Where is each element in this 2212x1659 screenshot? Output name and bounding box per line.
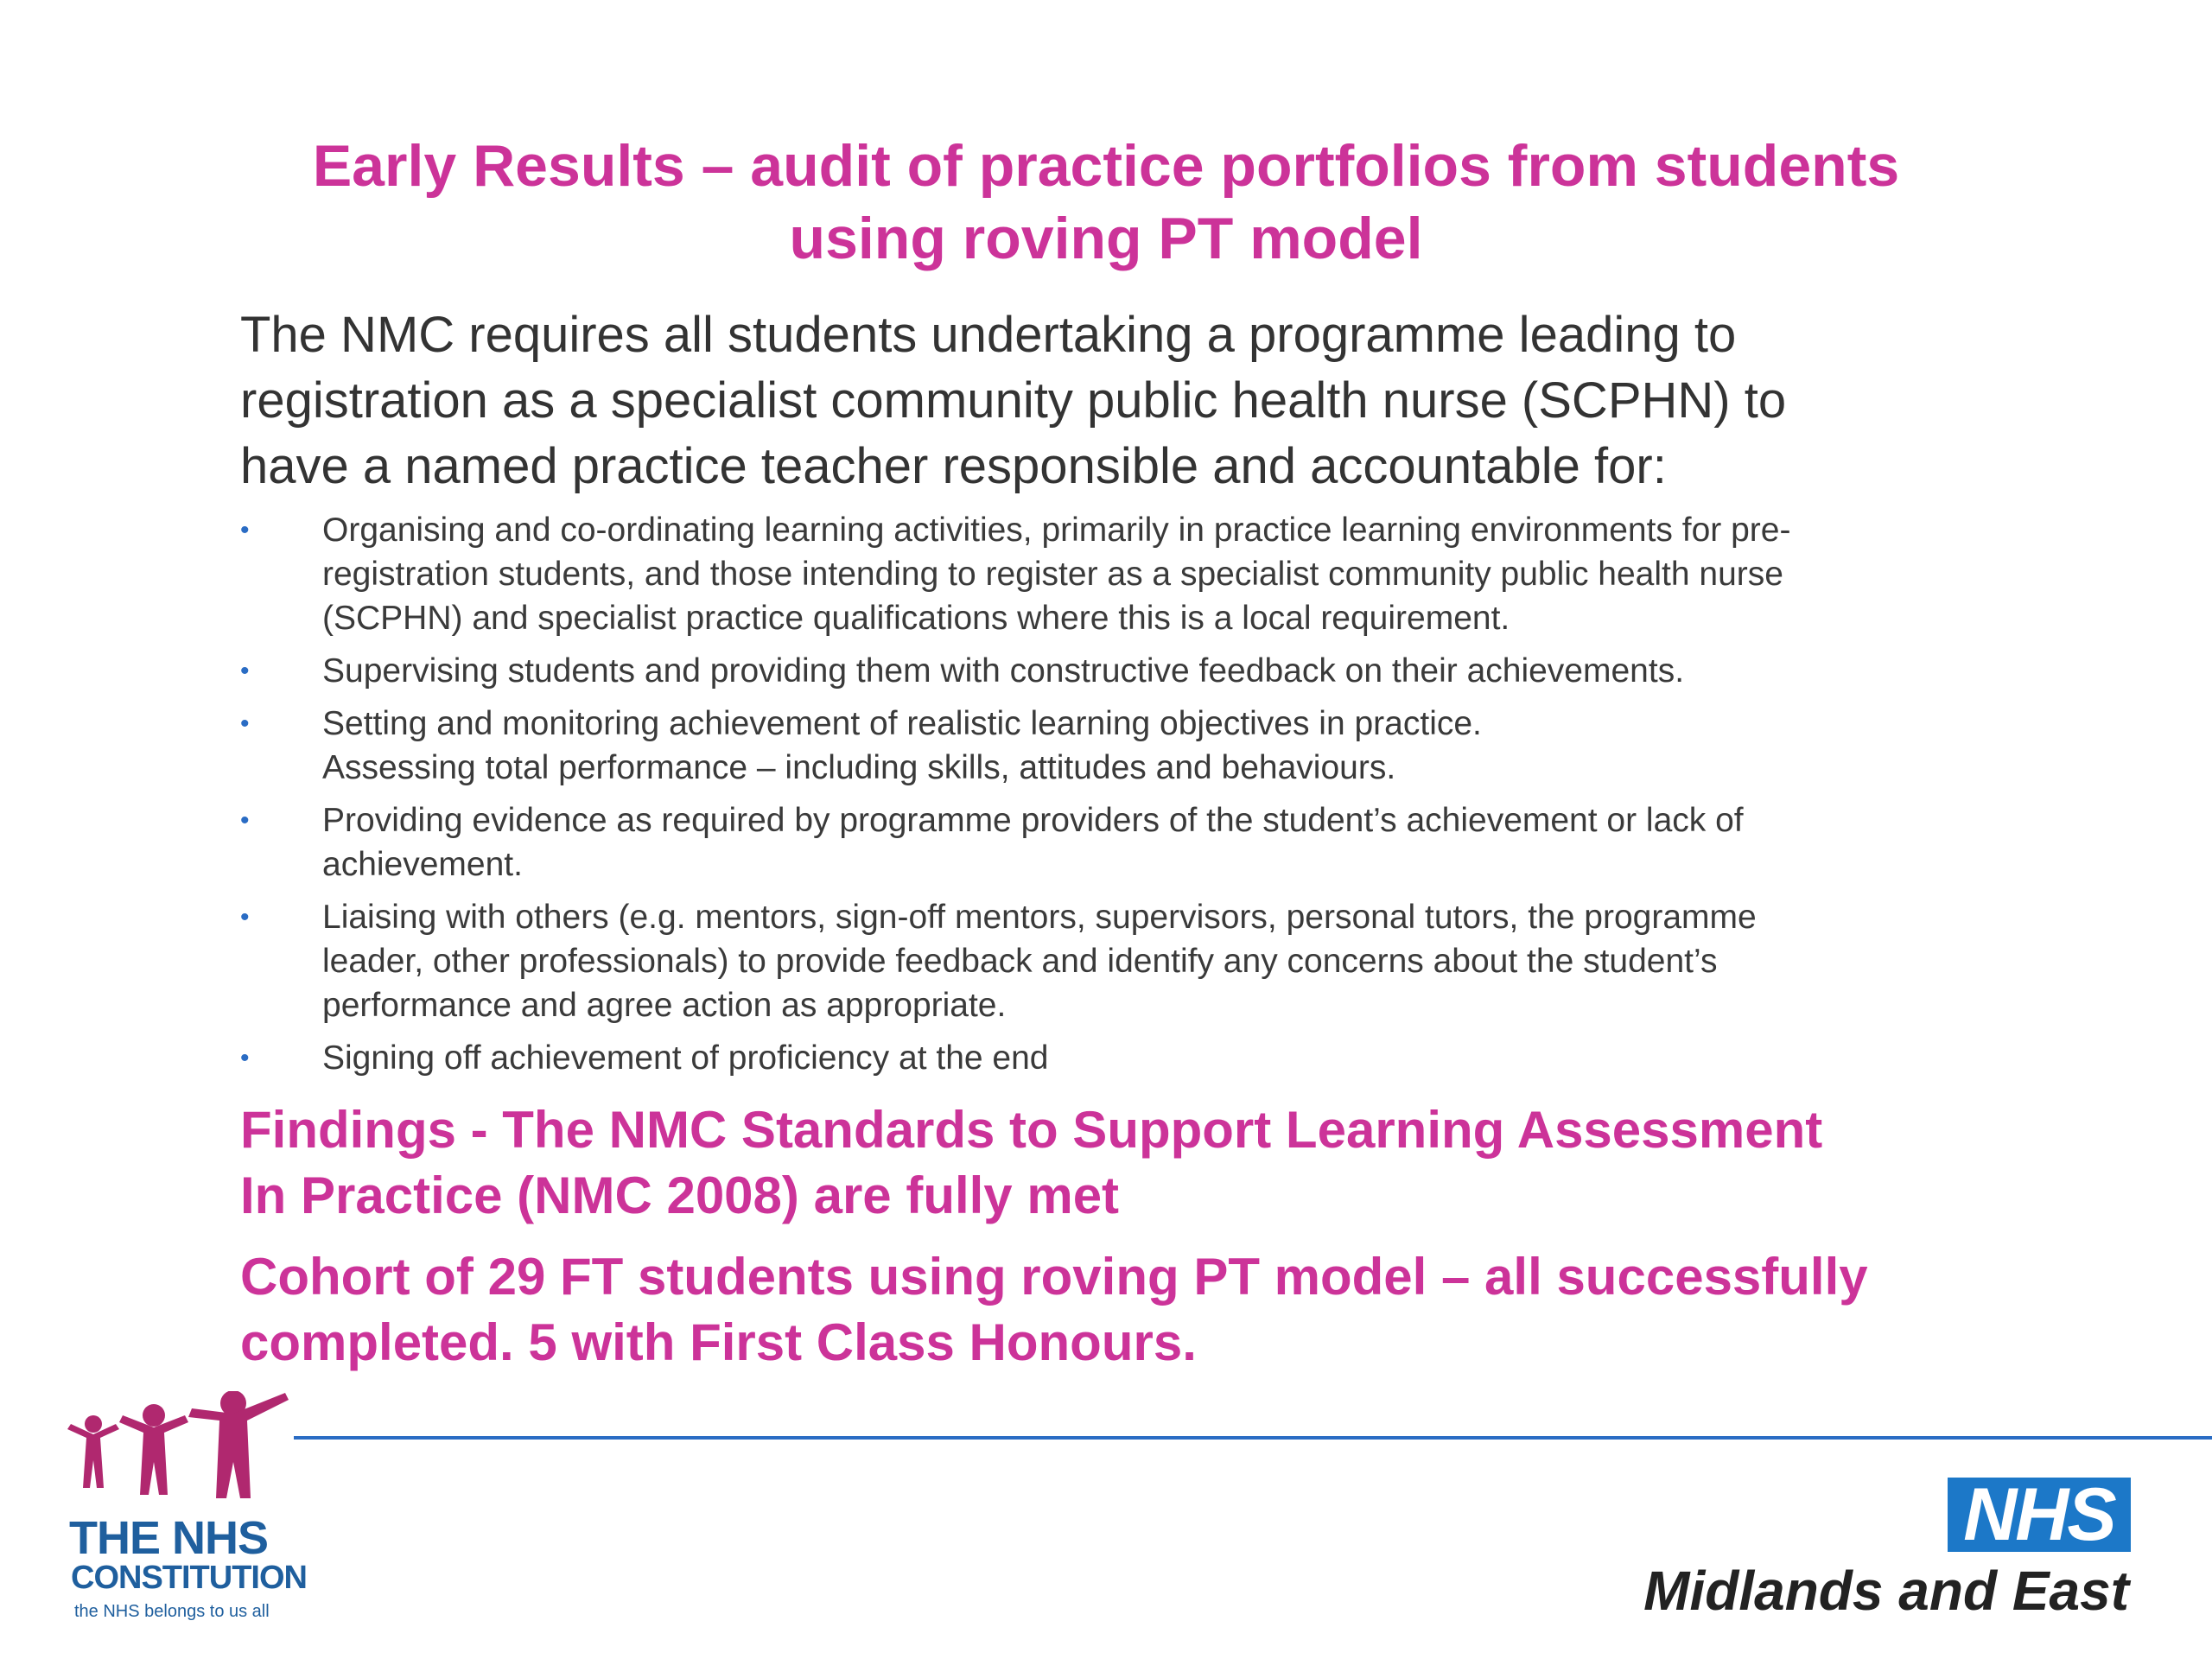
list-item-text: Liaising with others (e.g. mentors, sign-off mentors, supervisors, personal tutors, the programme [322, 899, 1757, 936]
list-item [240, 1036, 1986, 1080]
intro-paragraph [240, 302, 1994, 499]
list-item-text: Assessing total performance – including skills, attitudes and behaviours. [322, 749, 1396, 786]
slide-title [0, 130, 2212, 275]
findings-line: In Practice (NMC 2008) are fully met [240, 1166, 1120, 1224]
list-item-text: performance and agree action as appropriate. [322, 987, 1007, 1024]
list-item [240, 508, 1986, 640]
list-item [240, 649, 1986, 693]
list-item-text: Providing evidence as required by programme providers of the student’s achievement or lack of [322, 802, 1744, 839]
list-item [240, 702, 1986, 790]
list-item-text: Supervising students and providing them with constructive feedback on their achievements. [322, 652, 1685, 690]
findings-statement [240, 1097, 2037, 1229]
bullet-icon: • [240, 516, 250, 544]
constitution-subtitle: CONSTITUTION [71, 1560, 307, 1596]
list-item-text: achievement. [322, 846, 523, 883]
list-item-text: (SCPHN) and specialist practice qualifications where this is a local requirement. [322, 600, 1510, 637]
list-item [240, 895, 1986, 1027]
cohort-statement [240, 1244, 2037, 1376]
bullet-icon: • [240, 709, 250, 738]
bullet-icon: • [240, 903, 250, 931]
list-item-text: registration students, and those intending to register as a specialist community public health nurse [322, 556, 1783, 593]
slide-title-line: using roving PT model [789, 206, 1423, 271]
bullet-icon: • [240, 1044, 250, 1072]
people-figures-icon [60, 1391, 294, 1503]
list-item [240, 798, 1986, 887]
list-item-text: Setting and monitoring achievement of realistic learning objectives in practice. [322, 705, 1482, 742]
list-item-text: Organising and co-ordinating learning activities, primarily in practice learning environments for pre- [322, 512, 1791, 549]
list-item-text: Signing off achievement of proficiency at the end [322, 1039, 1049, 1077]
nhs-constitution-logo [0, 1391, 307, 1624]
cohort-line: completed. 5 with First Class Honours. [240, 1313, 1197, 1371]
constitution-tagline: the NHS belongs to us all [74, 1602, 270, 1621]
intro-line: have a named practice teacher responsible and accountable for: [240, 438, 1667, 494]
constitution-title: THE NHS [69, 1512, 269, 1564]
intro-line: The NMC requires all students undertaking a programme leading to [240, 307, 1737, 363]
bullet-icon: • [240, 657, 250, 685]
nhs-logo: NHS [1948, 1478, 2131, 1552]
responsibilities-list [240, 508, 1986, 1089]
list-item-text: leader, other professionals) to provide feedback and identify any concerns about the student’s [322, 943, 1718, 980]
findings-line: Findings - The NMC Standards to Support Learning Assessment [240, 1101, 1823, 1159]
footer-divider [0, 1436, 2212, 1440]
cohort-line: Cohort of 29 FT students using roving PT model – all successfully [240, 1248, 1868, 1306]
intro-line: registration as a specialist community public health nurse (SCPHN) to [240, 372, 1787, 429]
slide-title-line: Early Results – audit of practice portfolios from students [312, 133, 1900, 199]
bullet-icon: • [240, 806, 250, 835]
region-name: Midlands and East [1643, 1560, 2129, 1622]
